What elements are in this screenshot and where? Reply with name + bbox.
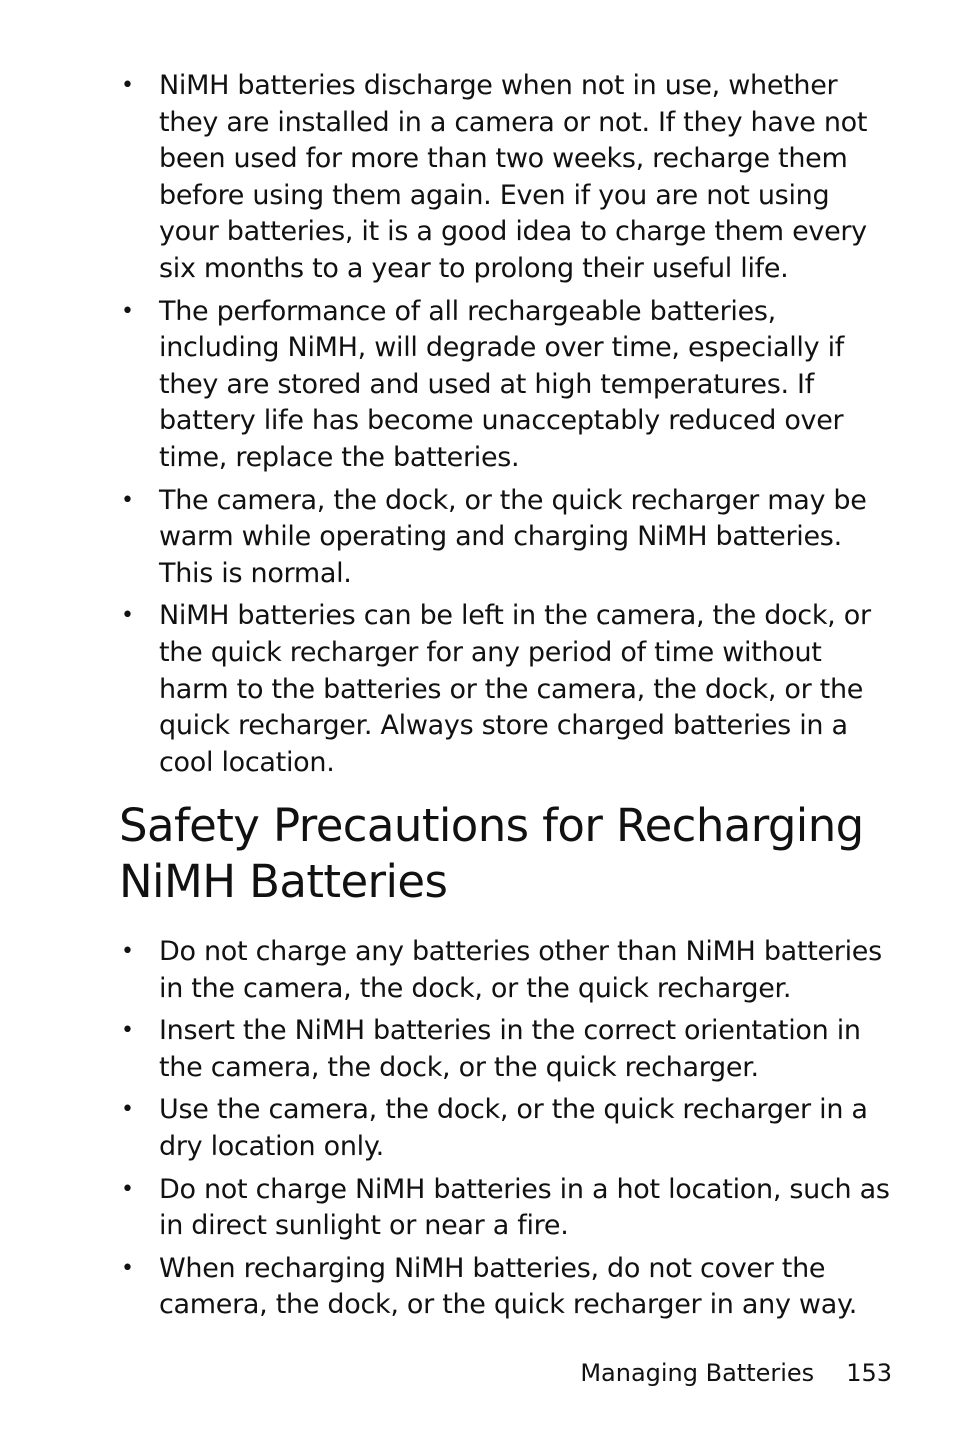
- list-item: • NiMH batteries can be left in the camera, the dock, or the quick recharger for any period of time without harm to the batteries or the camera, the dock, or the quick recharger. Always store charged batteries in a cool location.: [121, 598, 896, 781]
- section-heading-line-2: NiMH Batteries: [119, 855, 448, 908]
- safety-bullet-list: [121, 934, 896, 1330]
- list-item: • When recharging NiMH batteries, do not cover the camera, the dock, or the quick recharger in any way.: [121, 1251, 896, 1324]
- list-item: • NiMH batteries discharge when not in use, whether they are installed in a camera or not. If they have not been used for more than two weeks, recharge them before using them again. Even if you are not using your batteries, it is a good idea to charge them every six months to a year to prolong their useful life.: [121, 68, 896, 288]
- list-item: • The camera, the dock, or the quick recharger may be warm while operating and charging NiMH batteries. This is normal.: [121, 483, 896, 593]
- list-item: • Do not charge any batteries other than NiMH batteries in the camera, the dock, or the quick recharger.: [121, 934, 896, 1007]
- section-heading-line-1: Safety Precautions for Recharging: [119, 799, 864, 852]
- page-number: 153: [846, 1359, 892, 1387]
- section-heading: [119, 798, 899, 910]
- page-footer: [500, 1356, 892, 1390]
- list-item: • The performance of all rechargeable batteries, including NiMH, will degrade over time, especially if they are stored and used at high temperatures. If battery life has become unacceptably reduced over time, replace the batteries.: [121, 294, 896, 477]
- list-item: • Do not charge NiMH batteries in a hot location, such as in direct sunlight or near a fire.: [121, 1172, 896, 1245]
- footer-chapter-title: Managing Batteries: [580, 1359, 815, 1387]
- list-item: • Insert the NiMH batteries in the correct orientation in the camera, the dock, or the quick recharger.: [121, 1013, 896, 1086]
- intro-bullet-list: [121, 68, 896, 787]
- list-item: • Use the camera, the dock, or the quick recharger in a dry location only.: [121, 1092, 896, 1165]
